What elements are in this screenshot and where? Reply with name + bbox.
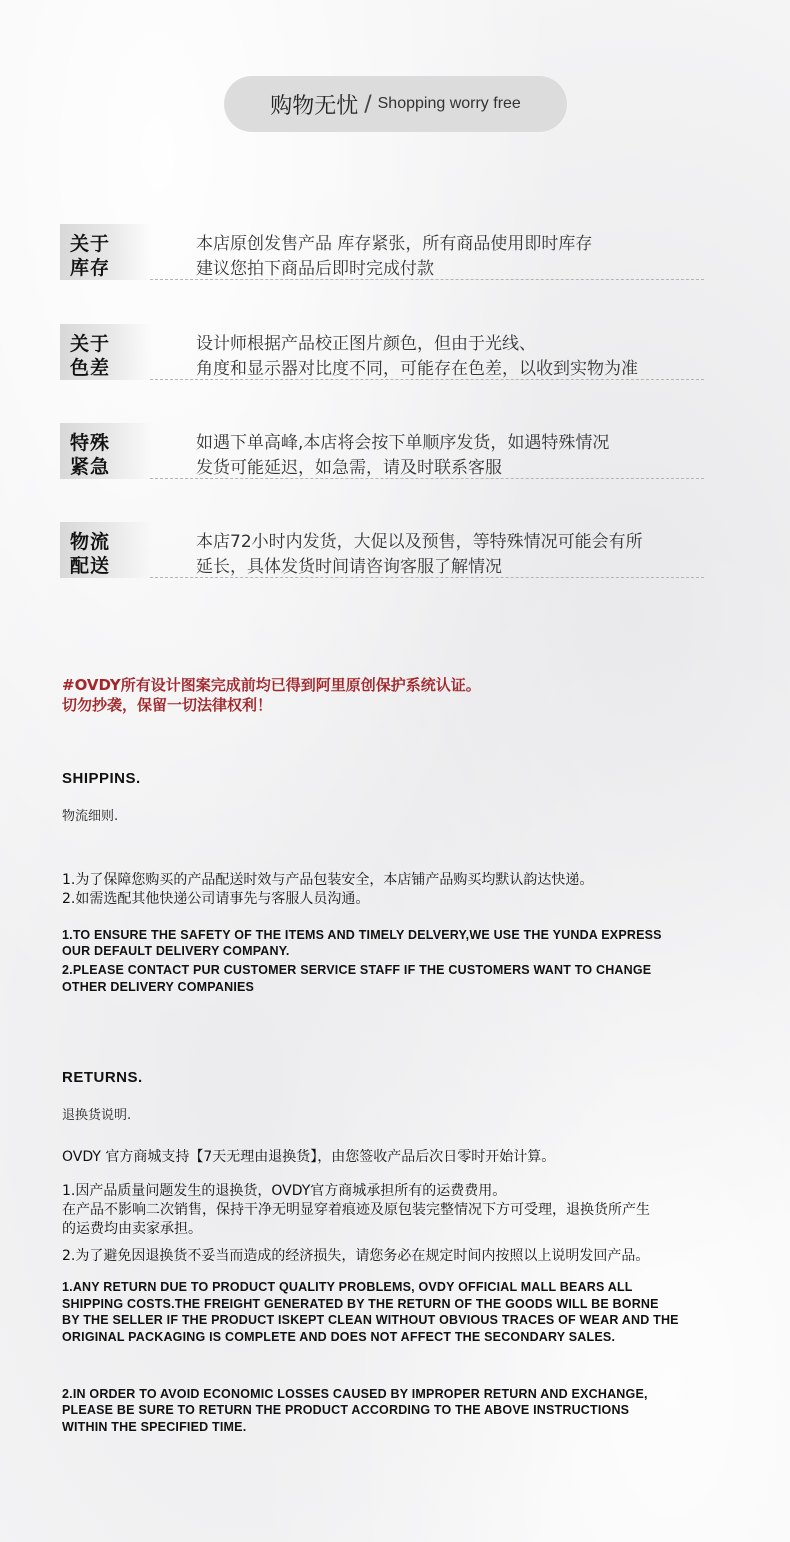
header-title-en: Shopping worry free xyxy=(377,95,521,112)
notice-logistics xyxy=(60,522,704,582)
notice-tag xyxy=(60,423,152,479)
notice-text-line1: 设计师根据产品校正图片颜色，但由于光线、 xyxy=(196,334,536,354)
notice-tag xyxy=(60,324,152,380)
notice-tag-line1: 关于 xyxy=(70,233,111,255)
dashed-divider xyxy=(150,478,704,479)
notice-tag-line1: 物流 xyxy=(70,531,111,553)
shipping-cn-line2: 2.如需选配其他快递公司请事先与客服人员沟通。 xyxy=(62,891,370,907)
header-separator: / xyxy=(364,91,372,117)
notice-tag xyxy=(60,224,152,280)
notice-tag-line2: 紧急 xyxy=(70,456,111,478)
notice-text-line2: 角度和显示器对比度不同，可能存在色差，以收到实物为准 xyxy=(196,359,638,379)
notice-text-line1: 本店72小时内发货，大促以及预售，等特殊情况可能会有所 xyxy=(196,532,643,552)
copyright-warning-line1: #OVDY所有设计图案完成前均已得到阿里原创保护系统认证。 xyxy=(62,676,481,694)
notice-tag-line2: 色差 xyxy=(70,357,111,379)
returns-en-2c: WITHIN THE SPECIFIED TIME. xyxy=(62,1420,247,1434)
shipping-subheading: 物流细则. xyxy=(62,809,119,824)
shipping-en-line2: OUR DEFAULT DELIVERY COMPANY. xyxy=(62,944,290,958)
notice-text-line2: 发货可能延迟，如急需，请及时联系客服 xyxy=(196,458,502,478)
returns-heading: RETURNS. xyxy=(62,1069,143,1086)
returns-en-1a: 1.ANY RETURN DUE TO PRODUCT QUALITY PROBLEMS, OVDY OFFICIAL MALL BEARS ALL xyxy=(62,1280,633,1294)
notice-tag xyxy=(60,522,152,578)
notice-color-difference xyxy=(60,324,704,384)
shipping-en-line3: 2.PLEASE CONTACT PUR CUSTOMER SERVICE STAFF IF THE CUSTOMERS WANT TO CHANGE xyxy=(62,963,652,977)
notice-text-line1: 本店原创发售产品 库存紧张，所有商品使用即时库存 xyxy=(196,234,593,254)
notice-tag-line1: 特殊 xyxy=(70,432,111,454)
shipping-cn-line1: 1.为了保障您购买的产品配送时效与产品包装安全，本店铺产品购买均默认韵达快递。 xyxy=(62,872,594,888)
header-title-cn: 购物无忧 xyxy=(270,93,359,119)
returns-en-1b: SHIPPING COSTS.THE FREIGHT GENERATED BY THE RETURN OF THE GOODS WILL BE BORNE xyxy=(62,1297,659,1311)
shipping-en-line1: 1.TO ENSURE THE SAFETY OF THE ITEMS AND TIMELY DELVERY,WE USE THE YUNDA EXPRESS xyxy=(62,928,662,942)
dashed-divider xyxy=(150,577,704,578)
returns-en-2b: PLEASE BE SURE TO RETURN THE PRODUCT ACCORDING TO THE ABOVE INSTRUCTIONS xyxy=(62,1403,630,1417)
returns-cn-2: 2.为了避免因退换货不妥当而造成的经济损失，请您务必在规定时间内按照以上说明发回产品。 xyxy=(62,1248,650,1264)
notice-text-line2: 延长，具体发货时间请咨询客服了解情况 xyxy=(196,557,502,577)
returns-en-1d: ORIGINAL PACKAGING IS COMPLETE AND DOES NOT AFFECT THE SECONDARY SALES. xyxy=(62,1330,616,1344)
notice-urgent xyxy=(60,423,704,483)
returns-cn-1c: 的运费均由卖家承担。 xyxy=(62,1221,202,1237)
notice-inventory xyxy=(60,224,704,284)
notice-text-line1: 如遇下单高峰,本店将会按下单顺序发货，如遇特殊情况 xyxy=(196,433,610,453)
shipping-en-line4: OTHER DELIVERY COMPANIES xyxy=(62,980,255,994)
copyright-warning-line2: 切勿抄袭，保留一切法律权利！ xyxy=(62,696,273,714)
returns-en-1c: BY THE SELLER IF THE PRODUCT ISKEPT CLEAN WITHOUT OBVIOUS TRACES OF WEAR AND THE xyxy=(62,1313,679,1327)
notice-tag-line2: 库存 xyxy=(70,257,111,279)
notice-tag-line2: 配送 xyxy=(70,555,111,577)
dashed-divider xyxy=(150,379,704,380)
dashed-divider xyxy=(150,279,704,280)
returns-subheading: 退换货说明. xyxy=(62,1108,132,1123)
notice-tag-line1: 关于 xyxy=(70,333,111,355)
returns-intro: OVDY 官方商城支持【7天无理由退换货】，由您签收产品后次日零时开始计算。 xyxy=(62,1149,556,1165)
notice-text-line2: 建议您拍下商品后即时完成付款 xyxy=(196,259,434,279)
returns-cn-1a: 1.因产品质量问题发生的退换货，OVDY官方商城承担所有的运费费用。 xyxy=(62,1183,507,1199)
shipping-heading: SHIPPINS. xyxy=(62,770,141,787)
returns-cn-1b: 在产品不影响二次销售，保持干净无明显穿着痕迹及原包装完整情况下方可受理，退换货所产生 xyxy=(62,1202,650,1218)
returns-en-2a: 2.IN ORDER TO AVOID ECONOMIC LOSSES CAUSED BY IMPROPER RETURN AND EXCHANGE, xyxy=(62,1387,648,1401)
header-pill xyxy=(224,76,567,132)
